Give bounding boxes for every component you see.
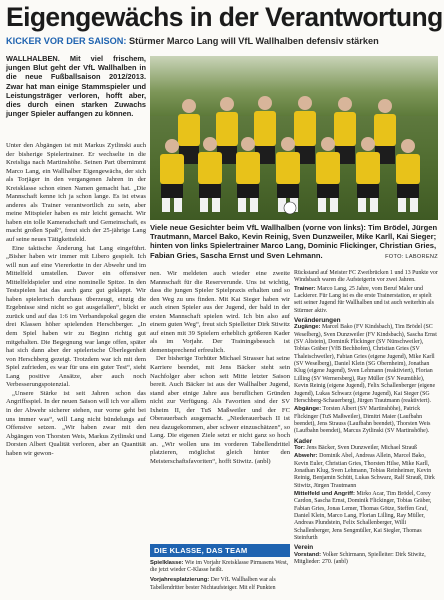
fact-paragraph (294, 445, 438, 452)
fact-text: Dominik Abel, Andreas Allein, Marcel Bako, Kevin Euler, Christian Gries, Thorsten Hilse, Mike Karll, Jonathan Klug, Sven Lehmann, Tobias Reinheimer, Kevin Reinig, Benjamin Schütt, Lukas Schwarz, Ralf Strauß, Dirk Stiwitz, Jürgen Trautmann (294, 453, 435, 489)
info-box-title: DIE KLASSE, DAS TEAM (150, 544, 290, 557)
info-box (150, 544, 290, 592)
section-heading: Verein (294, 544, 314, 552)
fact-label: Mittelfeld und Angriff: (294, 490, 355, 497)
photo-credit: FOTO: LABORENZ (385, 253, 438, 260)
fact-paragraph (294, 286, 438, 315)
subline (6, 36, 438, 46)
paragraph: Der bisherige Torhüter Michael Strasser hat seine Karriere beendet, mit Jens Bäcker steht sein Nachfolger aber schon seit Mitte letzter Saison bereit. Auch Bäcker ist aus der Wallhalber Jugend, stand aber einige Jahre aus beruflichen Gründen nicht zur Verfügung. Als Favoriten sind der SV Ixheim II, der TuS Maßweiler und der FC Oberauerbach ausgemacht. „Niederauerbach II ist neu dazugekommen, aber schwer einzuschätzen“, so Lang. Die eigenen Ziele setzt er nicht ganz so hoch an. „Wir wollen uns im vorderen Tabellendrittel platzieren, möglichst gleich hinter den Meisterschaftsfavoriten“, hofft Stiwitz. (anbl) (150, 355, 290, 466)
paragraph: Unter den Abgängen ist mit Markus Zytlinski auch der bisherige Spielertrainer. Er wechselte in die Kreisliga nach Martinshöhe. Seinen Part übernimmt Marco Lang, ein Wallhalber Eigengewächs, der sich als Torjäger in den vergangenen Jahren in der Kreisklasse schon einen Namen gemacht hat. „Die Mannschaft kenne ich ja schon lange. Es ist etwas anderes als Trainer verantwortlich zu sein, aber meine Mitspieler haben es mir leicht gemacht. Wir haben ein tolle Kameradschaft und Gemeinschaft, es macht großen Spaß“, freut sich der 25-jährige Lang auf seine neues Tätigkeitsfeld. (6, 142, 146, 244)
fact-text: Marcel Bako (FV Kindsbach), Tim Brödel (SC Weselberg), Sven Dunzweiler (FV Kindsbach), Sascha Ernst (SV Altstein), Dominik Flickinger (SV Nünschweiler), Tobias Gräber (VfB Bechhofen), Christian Gries (SV Thaleischweiler), Fabian Gries (eigene Jugend), Mike Karll (SV Weselberg), Daniel Klein (SG Obernheim), Jonathan Klug (eigene Jugend), Sven Lehmann (reaktiviert), Florian Lilling (SV Wernersberg), Ray Müller (SV Neumühle), Kevin Reinig (eigene Jugend), Felix Schallenberger (eigene Jugend), Lukas Schwarz (eigene Jugend), Kai Sieger (SG Herschberg-Schauerberg), Jürgen Trautmann (reaktiviert). (294, 324, 437, 404)
kicker-label: KICKER VOR DER SAISON: (6, 36, 127, 46)
info-row (150, 577, 290, 591)
section-heading: Kader (294, 437, 313, 445)
team-photo-illustration (150, 56, 438, 220)
info-label: Vorjahresplatzierung: (150, 577, 210, 584)
team-facts-column (294, 270, 438, 567)
caption-text: Viele neue Gesichter beim VfL Wallhalben (vorne von links): Tim Brödel, Jürgen Trautmann, Marcel Bako, Kevin Reinig, Sven Dunzweiler, Mike Karll, Kai Sieger; hinten von links Spielertrainer Marco Lang, Dominic Flickinger, Christian Gries, Fabian Gries, Sascha Ernst und Sven Lehmann. (150, 223, 438, 260)
article-column-2 (150, 270, 290, 467)
fact-label: Tor: (294, 444, 306, 451)
info-row (150, 560, 290, 574)
fact-paragraph (294, 270, 438, 285)
info-text: Wie im Vorjahr Kreisklasse Pirmasens West, die jetzt wieder C-Klasse heißt. (150, 560, 289, 574)
info-text: Der VfL Wallhalben war als Tabellendritter bester Nichtaufsteiger. Mit elf Punkten (150, 577, 276, 591)
team-photo (150, 56, 438, 220)
fact-paragraph (294, 491, 438, 542)
info-label: Spielklasse: (150, 560, 184, 566)
fact-paragraph (294, 324, 438, 405)
section-heading: Veränderungen (294, 317, 341, 325)
fact-text: Volker Schirmann, Spielleiter: Dirk Stiwitz, Mitglieder: 270. (anbl) (294, 551, 426, 566)
fact-text: Marco Lang, 25 Jahre, vom Beruf Maler und Lackierer. Für Lang ist es die erste Trainerstation, er spielt seit seiner Jugend für Wallhalben und ist auch weiterhin als Stürmer aktiv. (294, 285, 434, 314)
lead-paragraph: WALLHALBEN. Mit viel frischem, jungen Blut geht der VfL Wallhalben in die neue Fußballsaison 2012/2013. Zwar hat man einige Stammspieler und Leistungsträger verloren, hofft aber, dies durch einen starken Zuwachs junger Spieler auffangen zu können. (6, 54, 146, 119)
fact-label: Abgänge: (294, 406, 322, 413)
fact-text: Jens Bäcker, Sven Dunzweiler, Michael Strauß (306, 444, 418, 451)
fact-text: Mirko Acar, Tim Brödel, Corey Cardon, Sascha Ernst, Dominik Flickinger, Tobias Gräber, Fabian Gries, Jonas Lemer, Thomas Götze, Steffen Graf, Daniel Klein, Marco Lang, Florian Lilling, Ray Müller, Andreas Plundstein, Felix Schallenberger, Willi Schallenberger, Jens Sengmüller, Kai Siegler, Thomas Steinfurth (294, 490, 432, 542)
fact-text: Torsten Albert (SV Martinshöhe), Patrick Flickinger (TuS Maßweiler), Dimitri Maier (Laufbahn beendet), Jens Strauss (Laufbahn beendet), Thorsten Weis (Laufbahn beendet), Marcus Zytlinski (SV Martinshöhe). (294, 406, 431, 435)
subline-text: Stürmer Marco Lang will VfL Wallhalben defensiv stärken (129, 36, 379, 46)
photo-caption (150, 223, 438, 262)
fact-label: Vorstand: (294, 551, 322, 558)
headline: Eigengewächs in der Verantwortung (6, 2, 443, 32)
article-column-1 (6, 142, 146, 598)
fact-label: Zugänge: (294, 324, 321, 331)
fact-paragraph (294, 406, 438, 435)
fact-paragraph (294, 552, 438, 567)
fact-label: Abwehr: (294, 453, 318, 460)
paragraph: Eine taktische Änderung hat Lang eingeführt. „Bisher haben wir immer mit Libero gespielt. Ich will nun auf eine Viererkette in der Abwehr und im Mittelfeld umstellen. Davor ein offensiver Mittelfeldspieler und eine nominelle Spitze. In den Testspielen hat das auch ganz gut geklappt. Wir haben spielerisch durchaus überzeugt, einzig die Ergebnisse sind nicht so gut ausgefallen“, blickt er zurück und auf das 1:6 im Verbandspokal gegen die drei Klassen höher spielenden Herschberger. „In dem Spiel haben wir zu Beginn richtig gut mitgehalten. Die Begegnung war lange offen, später hat sich dann aber der spielerische Überlegenheit von Herschberg gezeigt. Trotzdem war ich mit dem Spiel zufrieden, es war für uns ein guter Test“, sieht Lang positive Ansätze, aber auch noch Verbesserungspotenzial. (6, 244, 146, 389)
football-icon (284, 202, 296, 214)
paragraph: „Unsere Stärke ist seit Jahren schon das Angriffsspiel. In der neuen Saison will ich vor allem in der Abwehr sicherer stehen, nur vorne geht bei uns immer was“, will Lang nicht bündelungs auf Offensive setzen. „Wir haben zwar mit den Abgängen von Thorsten Weis, Markus Zytlinski und Dorsten Albert Qualität verloren, aber an Quantität haben wir gewon- (6, 389, 146, 457)
fact-text: Rückstand auf Meister FC Zweibrücken 1 und 13 Punkte vor Windsbach waren die Aufsteigerin vor zwei Jahren. (294, 270, 438, 284)
fact-label: Trainer: (294, 285, 316, 292)
fact-paragraph (294, 453, 438, 490)
paragraph: nen. Wir meldeten auch wieder eine zweite Mannschaft für die Reserverunde. Uns ist wichtig, dass die jungen Spieler Spielpraxis erhalten und so den Weg zu uns finden. Mit Kai Sieger haben wir auch einen Spieler aus der Jugend, der bald in der ersten Mannschaft spielen wird. Ich bin also auf einem guten Weg“, freut sich Spielleiter Dirk Stiwitz auf einen mit 39 Spielern erheblich größeren Kader als im Vorjahr. Der Trainingsbesuch ist dementsprechend erfreulich. (150, 270, 290, 354)
